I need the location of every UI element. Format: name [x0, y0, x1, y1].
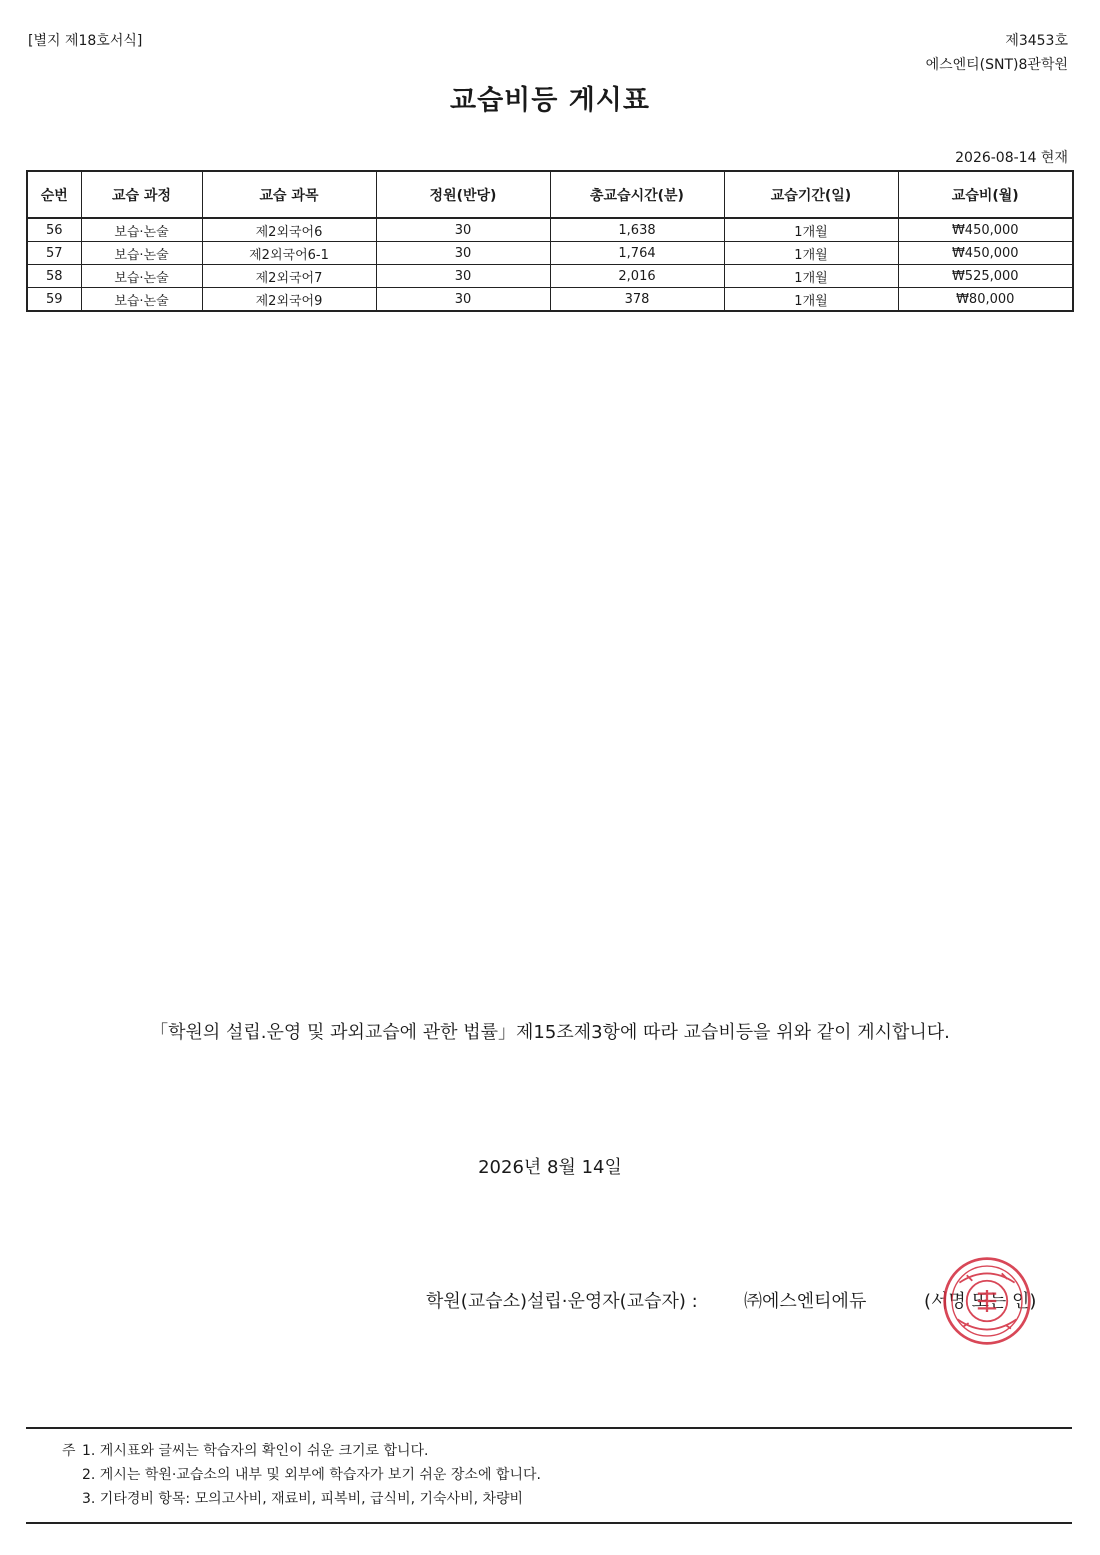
- form-number: [별지 제18호서식]: [28, 33, 143, 49]
- table-cell: ₩450,000: [898, 242, 1073, 265]
- table-cell: 제2외국어7: [202, 265, 376, 288]
- table-cell: 보습·논술: [81, 218, 202, 242]
- table-row: [27, 242, 1073, 265]
- column-header: 교습비(월): [898, 171, 1073, 218]
- table-cell: 56: [27, 218, 81, 242]
- note-item: 2. 게시는 학원·교습소의 내부 및 외부에 학습자가 보기 쉬운 장소에 합니다.: [82, 1467, 541, 1483]
- table-cell: 30: [376, 265, 550, 288]
- table-cell: 1,638: [550, 218, 724, 242]
- academy-name: 에스엔티(SNT)8관학원: [925, 57, 1068, 73]
- document-number: 제3453호: [1005, 33, 1068, 49]
- note-item: 3. 기타경비 항목: 모의고사비, 재료비, 피복비, 급식비, 기숙사비, 차량비: [82, 1491, 524, 1507]
- note-item: 1. 게시표와 글씨는 학습자의 확인이 쉬운 크기로 합니다.: [82, 1443, 429, 1459]
- operator-name: ㈜에스엔티에듀: [744, 1291, 867, 1312]
- table-cell: 1,764: [550, 242, 724, 265]
- table-cell: 보습·논술: [81, 242, 202, 265]
- table-cell: 1개월: [724, 288, 898, 312]
- table-header-row: [27, 171, 1073, 218]
- column-header: 정원(반당): [376, 171, 550, 218]
- column-header: 교습 과목: [202, 171, 376, 218]
- column-header: 총교습시간(분): [550, 171, 724, 218]
- signature-hint: (서명 또는 인): [924, 1291, 1037, 1312]
- page-title: 교습비등 게시표: [450, 85, 650, 116]
- table-cell: 30: [376, 288, 550, 312]
- table-cell: 1개월: [724, 218, 898, 242]
- table-cell: 57: [27, 242, 81, 265]
- column-header: 순번: [27, 171, 81, 218]
- column-header: 교습기간(일): [724, 171, 898, 218]
- table-cell: ₩450,000: [898, 218, 1073, 242]
- table-row: [27, 288, 1073, 312]
- notes-prefix: 주: [62, 1443, 76, 1459]
- table-cell: 보습·논술: [81, 288, 202, 312]
- operator-label: 학원(교습소)설립·운영자(교습자) :: [426, 1291, 698, 1312]
- table-cell: 제2외국어6-1: [202, 242, 376, 265]
- notes-section: [62, 1439, 541, 1511]
- notes-bottom-rule: [26, 1522, 1072, 1524]
- table-cell: 59: [27, 288, 81, 312]
- table-cell: 제2외국어6: [202, 218, 376, 242]
- table-row: [27, 218, 1073, 242]
- table-row: [27, 265, 1073, 288]
- table-cell: ₩80,000: [898, 288, 1073, 312]
- table-cell: 보습·논술: [81, 265, 202, 288]
- table-cell: 30: [376, 242, 550, 265]
- issue-date: 2026년 8월 14일: [478, 1157, 622, 1178]
- table-cell: 378: [550, 288, 724, 312]
- table-cell: 2,016: [550, 265, 724, 288]
- table-cell: ₩525,000: [898, 265, 1073, 288]
- table-cell: 1개월: [724, 265, 898, 288]
- company-seal-icon: [941, 1255, 1033, 1347]
- notes-top-rule: [26, 1427, 1072, 1429]
- table-cell: 30: [376, 218, 550, 242]
- fee-table: [26, 170, 1074, 312]
- legal-statement: 「학원의 설립.운영 및 과외교습에 관한 법률」제15조제3항에 따라 교습비등을 위와 같이 게시합니다.: [150, 1022, 950, 1043]
- as-of-date: 2026-08-14 현재: [955, 150, 1068, 166]
- table-cell: 제2외국어9: [202, 288, 376, 312]
- table-cell: 58: [27, 265, 81, 288]
- table-cell: 1개월: [724, 242, 898, 265]
- column-header: 교습 과정: [81, 171, 202, 218]
